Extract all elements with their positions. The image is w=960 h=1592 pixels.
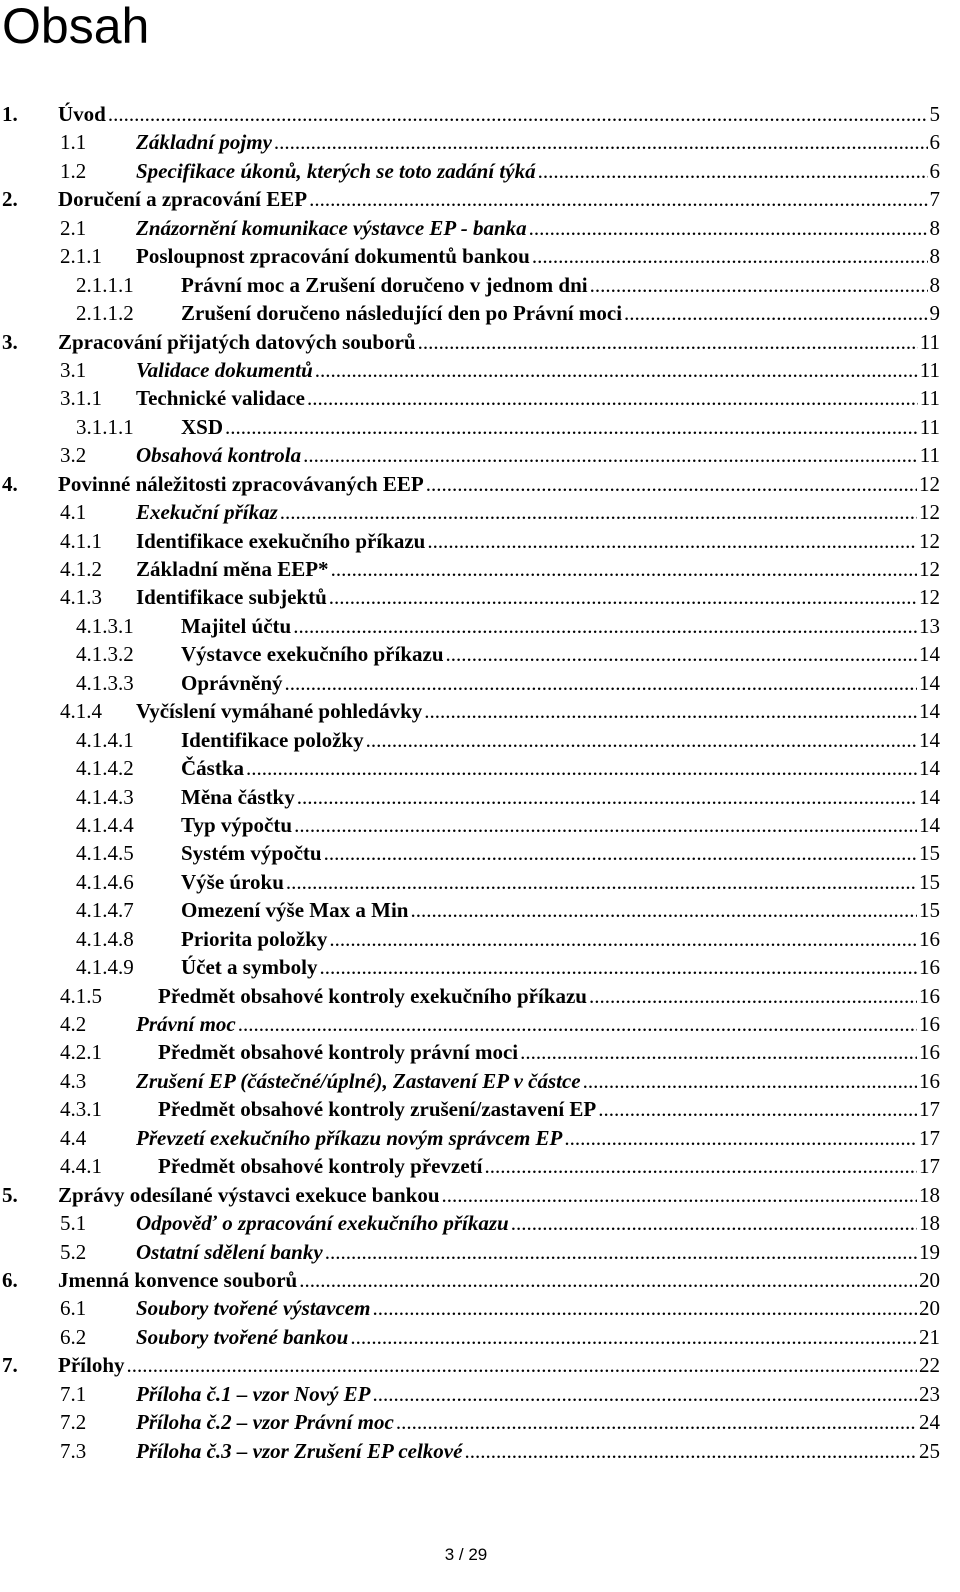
toc-entry-line <box>58 1181 940 1209</box>
toc-entry[interactable] <box>0 1038 940 1066</box>
toc-entry-title: Omezení výše Max a Min <box>181 898 409 923</box>
toc-entry[interactable] <box>0 413 940 441</box>
toc-entry-page: 12 <box>919 500 940 525</box>
toc-entry-page: 12 <box>919 471 940 496</box>
toc-entry-line <box>58 1351 940 1379</box>
toc-entry-line <box>136 1010 940 1038</box>
toc-entry-number: 1.2 <box>60 158 87 183</box>
toc-entry-title: Právní moc a Zrušení doručeno v jednom dni <box>181 272 588 297</box>
toc-entry-number: 4. <box>2 471 18 496</box>
toc-entry-number: 4.3 <box>60 1068 87 1093</box>
toc-entry-line <box>181 413 940 441</box>
dot-leader <box>309 185 927 213</box>
toc-entry-line <box>136 1323 940 1351</box>
dot-leader <box>598 1095 917 1123</box>
toc-entry-number: 4.1.3 <box>60 585 102 610</box>
toc-entry[interactable] <box>0 896 940 924</box>
toc-entry-page: 24 <box>919 1410 940 1435</box>
toc-entry-title: Měna částky <box>181 784 295 809</box>
toc-entry-title: Zprávy odesílané výstavci exekuce bankou <box>58 1182 440 1207</box>
toc-entry[interactable] <box>0 1294 940 1322</box>
toc-entry-page: 12 <box>919 557 940 581</box>
page-number-footer: 3 / 29 <box>444 1545 488 1564</box>
toc-entry-number: 4.4 <box>60 1125 87 1150</box>
toc-entry-number: 2.1.1.1 <box>76 272 134 297</box>
toc-entry[interactable] <box>0 982 940 1010</box>
toc-entry-title: Výstavce exekučního příkazu <box>181 642 444 667</box>
dot-leader <box>246 754 917 782</box>
toc-entry-number: 2.1.1 <box>60 244 102 269</box>
toc-entry-number: 7. <box>2 1353 18 1378</box>
toc-entry-number: 7.1 <box>60 1381 87 1406</box>
toc-entry-number: 4.1.4.9 <box>76 955 134 980</box>
toc-entry-page: 15 <box>919 841 940 866</box>
toc-entry[interactable] <box>0 839 940 867</box>
toc-entry-title: Výše úroku <box>181 869 284 894</box>
dot-leader <box>583 1067 917 1095</box>
toc-entry-line <box>158 1095 940 1123</box>
toc-entry-line <box>136 1380 940 1408</box>
toc-entry-line <box>58 185 940 213</box>
toc-entry-page: 14 <box>919 812 940 837</box>
toc-entry-page: 11 <box>919 357 940 382</box>
dot-leader <box>624 299 927 327</box>
toc-entry-line <box>136 128 940 156</box>
toc-entry-title: Základní měna EEP* <box>136 557 329 581</box>
toc-entry-number: 5. <box>2 1182 18 1207</box>
toc-entry-number: 7.3 <box>60 1438 87 1463</box>
toc-entry-number: 2.1.1.2 <box>76 301 134 326</box>
toc-entry-page: 12 <box>919 528 940 553</box>
toc-entry-title: Zpracování přijatých datových souborů <box>58 329 416 354</box>
toc-entry-page: 16 <box>919 1040 940 1065</box>
toc-entry[interactable] <box>0 811 940 839</box>
dot-leader <box>350 1323 917 1351</box>
toc-entry-page: 5 <box>929 102 940 126</box>
toc-entry[interactable] <box>0 697 940 725</box>
toc-entry-number: 4.4.1 <box>60 1154 102 1179</box>
dot-leader <box>331 555 917 583</box>
toc-entry[interactable] <box>0 1408 940 1436</box>
toc-entry-page: 16 <box>919 926 940 951</box>
toc-entry[interactable] <box>0 214 940 242</box>
toc-entry[interactable] <box>0 128 940 156</box>
dot-leader <box>442 1181 917 1209</box>
toc-entry[interactable] <box>0 498 940 526</box>
toc-entry-number: 2. <box>2 187 18 212</box>
toc-entry[interactable] <box>0 527 940 555</box>
toc-entry-page: 14 <box>919 784 940 809</box>
toc-entry-page: 17 <box>919 1097 940 1122</box>
toc-entry-number: 4.2.1 <box>60 1040 102 1065</box>
toc-entry[interactable] <box>0 242 940 270</box>
toc-entry-number: 5.2 <box>60 1239 87 1264</box>
dot-leader <box>532 242 928 270</box>
toc-entry-title: Přílohy <box>58 1353 125 1378</box>
toc-entry-line <box>181 839 940 867</box>
dot-leader <box>319 953 917 981</box>
toc-entry[interactable] <box>0 754 940 782</box>
dot-leader <box>108 100 928 128</box>
toc-entry[interactable] <box>0 1095 940 1123</box>
toc-entry-page: 14 <box>919 756 940 781</box>
toc-entry[interactable] <box>0 726 940 754</box>
toc-entry-title: Oprávněný <box>181 670 283 695</box>
toc-entry-page: 20 <box>919 1296 940 1321</box>
toc-entry[interactable] <box>0 185 940 213</box>
dot-leader <box>396 1408 917 1436</box>
toc-entry-number: 4.1.4.6 <box>76 869 134 894</box>
dot-leader <box>329 583 917 611</box>
toc-entry-page: 11 <box>919 329 940 354</box>
toc-entry[interactable] <box>0 441 940 469</box>
toc-entry-number: 7.2 <box>60 1410 87 1435</box>
toc-entry[interactable] <box>0 157 940 185</box>
toc-entry-title: Jmenná konvence souborů <box>58 1267 298 1292</box>
toc-entry-title: Exekuční příkaz <box>136 500 278 525</box>
toc-entry-number: 1. <box>2 102 18 126</box>
toc-entry-title: Právní moc <box>136 1012 236 1036</box>
dot-leader <box>303 441 918 469</box>
dot-leader <box>520 1038 917 1066</box>
dot-leader <box>324 839 917 867</box>
toc-entry-page: 22 <box>919 1353 940 1378</box>
toc-entry-number: 4.1.4.4 <box>76 812 134 837</box>
dot-leader <box>329 925 917 953</box>
toc-entry-page: 21 <box>919 1324 940 1349</box>
toc-entry-line <box>136 527 940 555</box>
toc-entry-line <box>181 783 940 811</box>
toc-entry-number: 3.1.1 <box>60 386 102 411</box>
toc-entry-title: Obsahová kontrola <box>136 443 302 468</box>
dot-leader <box>424 697 917 725</box>
toc-entry-page: 14 <box>919 727 940 752</box>
dot-leader <box>484 1152 917 1180</box>
toc-entry-line <box>181 953 940 981</box>
toc-entry-number: 4.1.5 <box>60 983 102 1008</box>
toc-entry-page: 16 <box>919 955 940 980</box>
toc-entry-line <box>181 925 940 953</box>
toc-entry-page: 11 <box>919 443 940 468</box>
toc-entry-page: 23 <box>919 1381 940 1406</box>
toc-entry[interactable] <box>0 1266 940 1294</box>
toc-entry-line <box>136 498 940 526</box>
toc-entry-line <box>181 868 940 896</box>
toc-entry-number: 4.3.1 <box>60 1097 102 1122</box>
toc-entry[interactable] <box>0 328 940 356</box>
toc-entry-line <box>136 242 940 270</box>
dot-leader <box>299 1266 917 1294</box>
toc-entry-line <box>136 157 940 185</box>
toc-entry-title: Převzetí exekučního příkazu novým správcem EP <box>136 1125 563 1150</box>
toc-entry-line <box>136 555 940 583</box>
dot-leader <box>410 896 917 924</box>
toc-entry-title: Předmět obsahové kontroly zrušení/zastavení EP <box>158 1097 597 1122</box>
dot-leader <box>366 726 917 754</box>
dot-leader <box>538 157 928 185</box>
toc-entry[interactable] <box>0 1351 940 1379</box>
toc-entry[interactable] <box>0 299 940 327</box>
toc-entry[interactable] <box>0 783 940 811</box>
dot-leader <box>426 470 917 498</box>
toc-entry-page: 16 <box>919 983 940 1008</box>
toc-entry-page: 12 <box>919 585 940 610</box>
dot-leader <box>511 1209 917 1237</box>
toc-entry-title: Úvod <box>58 102 106 126</box>
dot-leader <box>529 214 928 242</box>
toc-entry-number: 4.1 <box>60 500 87 525</box>
toc-entry-line <box>136 1238 940 1266</box>
toc-entry[interactable] <box>0 1323 940 1351</box>
toc-entry-page: 9 <box>929 301 940 326</box>
toc-entry-number: 4.1.4.2 <box>76 756 134 781</box>
toc-entry[interactable] <box>0 1437 940 1465</box>
toc-entry-page: 8 <box>929 244 940 269</box>
toc-entry-line <box>158 982 940 1010</box>
toc-entry-line <box>136 1209 940 1237</box>
toc-entry-page: 20 <box>919 1267 940 1292</box>
toc-entry-title: Systém výpočtu <box>181 841 322 866</box>
dot-leader <box>297 783 917 811</box>
toc-entry[interactable] <box>0 100 940 128</box>
toc-entry-number: 3.1 <box>60 357 87 382</box>
toc-entry-page: 17 <box>919 1125 940 1150</box>
toc-entry-line <box>58 470 940 498</box>
page-heading: Obsah <box>2 0 150 54</box>
dot-leader <box>418 328 918 356</box>
toc-entry-title: XSD <box>181 414 224 439</box>
toc-entry-page: 17 <box>919 1154 940 1179</box>
dot-leader <box>285 669 917 697</box>
toc-entry[interactable] <box>0 669 940 697</box>
toc-entry-title: Předmět obsahové kontroly právní moci <box>158 1040 519 1065</box>
toc-entry-line <box>181 726 940 754</box>
toc-entry-page: 16 <box>919 1068 940 1093</box>
dot-leader <box>238 1010 917 1038</box>
toc-entry-number: 6.2 <box>60 1324 87 1349</box>
toc-entry-line <box>58 100 940 128</box>
toc-entry-line <box>136 1067 940 1095</box>
toc-entry-number: 6.1 <box>60 1296 87 1321</box>
dot-leader <box>127 1351 918 1379</box>
toc-entry-number: 4.2 <box>60 1012 87 1036</box>
toc-entry[interactable] <box>0 868 940 896</box>
toc-entry-number: 6. <box>2 1267 18 1292</box>
toc-entry-page: 11 <box>919 386 940 411</box>
toc-entry-title: Ostatní sdělení banky <box>136 1239 323 1264</box>
toc-entry[interactable] <box>0 612 940 640</box>
dot-leader <box>464 1437 917 1465</box>
toc-entry-line <box>181 811 940 839</box>
toc-entry-number: 2.1 <box>60 215 87 240</box>
toc-entry-page: 8 <box>929 215 940 240</box>
toc-entry-line <box>136 441 940 469</box>
toc-entry-title: Priorita položky <box>181 926 328 951</box>
toc-entry-page: 14 <box>919 642 940 667</box>
toc-entry-number: 4.1.4.3 <box>76 784 134 809</box>
toc-entry-title: Účet a symboly <box>181 955 318 980</box>
toc-entry[interactable] <box>0 1181 940 1209</box>
dot-leader <box>564 1124 917 1152</box>
toc-entry-title: Základní pojmy <box>136 130 272 155</box>
toc-entry[interactable] <box>0 1209 940 1237</box>
toc-entry[interactable] <box>0 640 940 668</box>
toc-entry-title: Částka <box>181 756 245 781</box>
toc-entry[interactable] <box>0 1152 940 1180</box>
toc-entry[interactable] <box>0 1067 940 1095</box>
dot-leader <box>293 612 917 640</box>
toc-entry-page: 25 <box>919 1438 940 1463</box>
toc-entry-line <box>181 271 940 299</box>
toc-entry-title: Znázornění komunikace výstavce EP - banka <box>136 215 527 240</box>
toc-entry-line <box>181 612 940 640</box>
toc-entry-number: 4.1.4.8 <box>76 926 134 951</box>
toc-entry-number: 4.1.4.1 <box>76 727 134 752</box>
toc-entry[interactable] <box>0 1380 940 1408</box>
dot-leader <box>225 413 918 441</box>
toc-entry-line <box>136 356 940 384</box>
toc-entry-number: 3.1.1.1 <box>76 414 134 439</box>
toc-entry-line <box>136 697 940 725</box>
toc-entry-title: Zrušení doručeno následující den po Právní moci <box>181 301 623 326</box>
toc-entry[interactable] <box>0 925 940 953</box>
toc-entry-title: Soubory tvořené výstavcem <box>136 1296 371 1321</box>
toc-entry-page: 16 <box>919 1012 940 1036</box>
toc-entry-line <box>136 1437 940 1465</box>
toc-entry[interactable] <box>0 1238 940 1266</box>
toc-entry[interactable] <box>0 1124 940 1152</box>
toc-entry[interactable] <box>0 470 940 498</box>
dot-leader <box>274 128 928 156</box>
toc-entry-line <box>181 896 940 924</box>
toc-entry-number: 4.1.3.1 <box>76 613 134 638</box>
dot-leader <box>590 271 928 299</box>
toc-entry-title: Zrušení EP (částečné/úplné), Zastavení EP v částce <box>136 1068 581 1093</box>
toc-entry-page: 19 <box>919 1239 940 1264</box>
toc-entry-line <box>58 1266 940 1294</box>
toc-entry-page: 15 <box>919 898 940 923</box>
toc-entry[interactable] <box>0 1010 940 1038</box>
toc-entry-line <box>181 299 940 327</box>
toc-entry-line <box>58 328 940 356</box>
toc-entry-number: 1.1 <box>60 130 87 155</box>
toc-entry-number: 4.1.1 <box>60 528 102 553</box>
dot-leader <box>446 640 918 668</box>
toc-entry[interactable] <box>0 555 940 583</box>
toc-entry-title: Předmět obsahové kontroly převzetí <box>158 1154 483 1179</box>
toc-entry-title: Identifikace exekučního příkazu <box>136 528 426 553</box>
toc-entry-number: 3. <box>2 329 18 354</box>
dot-leader <box>307 384 918 412</box>
toc-entry-page: 7 <box>929 187 940 212</box>
toc-entry-page: 6 <box>929 130 940 155</box>
toc-entry[interactable] <box>0 356 940 384</box>
toc-entry-number: 4.1.3.3 <box>76 670 134 695</box>
toc-entry-number: 3.2 <box>60 443 87 468</box>
toc-entry-number: 4.1.4 <box>60 699 102 724</box>
dot-leader <box>294 811 917 839</box>
dot-leader <box>427 527 917 555</box>
toc-entry-title: Identifikace subjektů <box>136 585 327 610</box>
toc-entry-line <box>158 1038 940 1066</box>
toc-entry-title: Odpověď o zpracování exekučního příkazu <box>136 1211 509 1236</box>
toc-entry-page: 13 <box>919 613 940 638</box>
toc-entry-line <box>136 384 940 412</box>
dot-leader <box>315 356 918 384</box>
toc-entry-number: 4.1.4.5 <box>76 841 134 866</box>
toc-entry-number: 4.1.4.7 <box>76 898 134 923</box>
dot-leader <box>286 868 917 896</box>
toc-entry-title: Specifikace úkonů, kterých se toto zadání týká <box>136 158 536 183</box>
toc-entry-title: Doručení a zpracování EEP <box>58 187 308 212</box>
toc-entry-title: Posloupnost zpracování dokumentů bankou <box>136 244 530 269</box>
dot-leader <box>325 1238 917 1266</box>
toc-entry-page: 6 <box>929 158 940 183</box>
toc-entry-title: Příloha č.1 – vzor Nový EP <box>136 1381 371 1406</box>
dot-leader <box>372 1294 917 1322</box>
toc-entry-line <box>181 669 940 697</box>
toc-entry-title: Identifikace položky <box>181 727 364 752</box>
dot-leader <box>589 982 917 1010</box>
toc-entry-line <box>136 583 940 611</box>
toc-entry[interactable] <box>0 384 940 412</box>
toc-entry-title: Soubory tvořené bankou <box>136 1324 349 1349</box>
toc-entry[interactable] <box>0 583 940 611</box>
dot-leader <box>280 498 917 526</box>
toc-entry-line <box>136 1124 940 1152</box>
toc-entry-title: Povinné náležitosti zpracovávaných EEP <box>58 471 424 496</box>
toc-entry-number: 4.1.3.2 <box>76 642 134 667</box>
toc-entry-page: 14 <box>919 670 940 695</box>
toc-entry-line <box>136 214 940 242</box>
toc-entry-title: Příloha č.3 – vzor Zrušení EP celkové <box>136 1438 463 1463</box>
toc-entry-page: 18 <box>919 1182 940 1207</box>
toc-entry-title: Předmět obsahové kontroly exekučního příkazu <box>158 983 587 1008</box>
toc-entry-title: Validace dokumentů <box>136 357 313 382</box>
table-of-contents <box>0 100 940 1465</box>
toc-entry-title: Typ výpočtu <box>181 812 293 837</box>
toc-entry-number: 4.1.2 <box>60 557 102 581</box>
toc-entry-line <box>181 754 940 782</box>
dot-leader <box>372 1380 917 1408</box>
toc-entry-line <box>136 1294 940 1322</box>
toc-entry-title: Majitel účtu <box>181 613 292 638</box>
toc-entry-title: Technické validace <box>136 386 305 411</box>
toc-entry-page: 8 <box>929 272 940 297</box>
toc-entry-title: Vyčíslení vymáhané pohledávky <box>136 699 423 724</box>
toc-entry-title: Příloha č.2 – vzor Právní moc <box>136 1410 394 1435</box>
toc-entry[interactable] <box>0 271 940 299</box>
toc-entry-page: 15 <box>919 869 940 894</box>
toc-entry-line <box>136 1408 940 1436</box>
toc-entry-line <box>181 640 940 668</box>
toc-entry[interactable] <box>0 953 940 981</box>
toc-entry-page: 14 <box>919 699 940 724</box>
toc-entry-page: 11 <box>919 414 940 439</box>
toc-entry-number: 5.1 <box>60 1211 87 1236</box>
toc-entry-page: 18 <box>919 1211 940 1236</box>
toc-entry-line <box>158 1152 940 1180</box>
